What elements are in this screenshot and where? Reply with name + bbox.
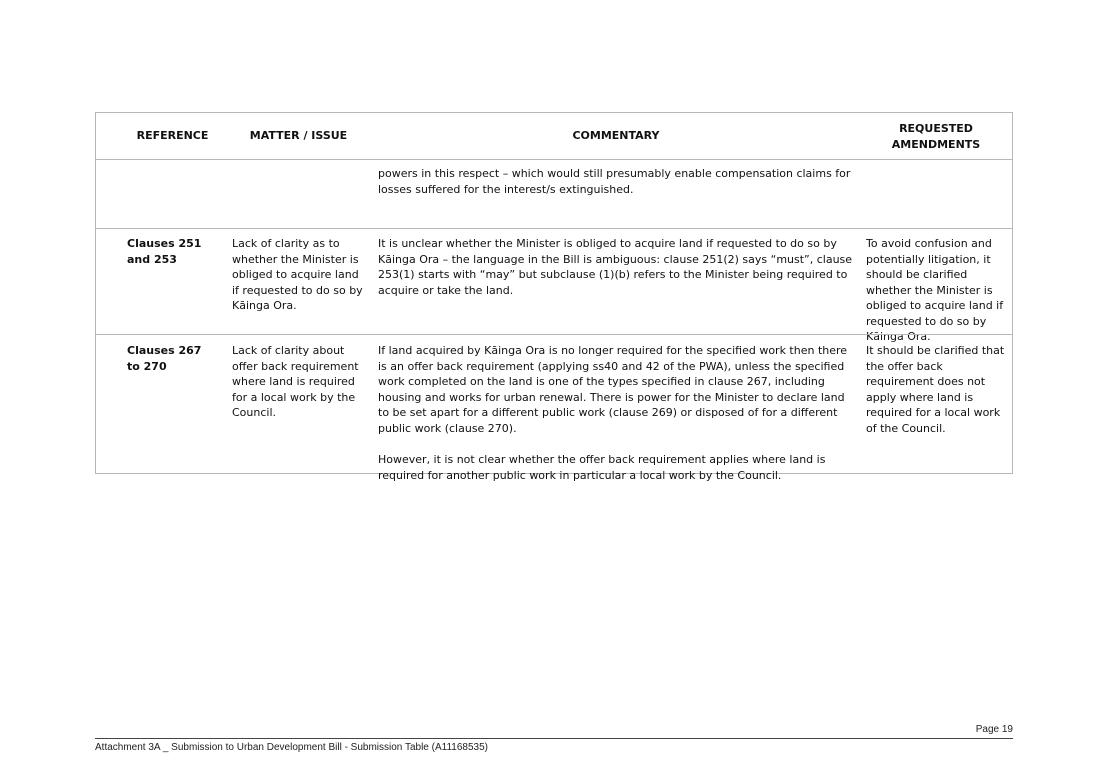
commentary-paragraph: It is unclear whether the Minister is obliged to acquire land if requested to do so by Kāinga Ora – the language in the Bill is ambiguous: clause 251(2) says “must”, clause 253(1) starts with “may” but subclause (1)(b) refers to the Minister being required to acquire or take the land. bbox=[378, 237, 853, 297]
header-matter-issue: MATTER / ISSUE bbox=[249, 129, 348, 142]
submission-table bbox=[95, 112, 1013, 482]
footer-divider bbox=[95, 738, 1013, 739]
row-divider bbox=[96, 334, 1012, 335]
header-commentary: COMMENTARY bbox=[572, 129, 660, 142]
commentary-paragraph: However, it is not clear whether the offer back requirement applies where land is required for another public work in particular a local work by the Council. bbox=[378, 453, 826, 482]
commentary-cell bbox=[378, 166, 858, 197]
header-requested-amendments: REQUESTED AMENDMENTS bbox=[891, 122, 981, 151]
requested-cell: It should be clarified that the offer back requirement does not apply where land is required for a local work of the Council. bbox=[866, 344, 1005, 435]
reference-cell: Clauses 267 to 270 bbox=[127, 344, 202, 373]
footer-caption: Attachment 3A _ Submission to Urban Development Bill - Submission Table (A11168535) bbox=[95, 742, 488, 753]
matter-cell: Lack of clarity about offer back requirement where land is required for a local work by the Council. bbox=[232, 344, 359, 419]
commentary-cell bbox=[378, 343, 858, 483]
commentary-cell bbox=[378, 236, 858, 298]
header-reference: REFERENCE bbox=[136, 129, 209, 142]
table-header-row bbox=[96, 113, 1012, 160]
page-number: Page 19 bbox=[975, 724, 1013, 735]
reference-cell: Clauses 251 and 253 bbox=[127, 237, 202, 266]
commentary-paragraph: If land acquired by Kāinga Ora is no longer required for the specified work then there is an offer back requirement (applying ss40 and 42 of the PWA), unless the specified work completed on the land is one of the types specified in clause 267, including housing and works for urban renewal. There is power for the Minister to declare land to be set apart for a different public work (clause 269) or disposed of for a different public work (clause 270). bbox=[378, 344, 848, 435]
row-divider bbox=[96, 228, 1012, 229]
matter-cell: Lack of clarity as to whether the Minister is obliged to acquire land if requested to do so by Kāinga Ora. bbox=[232, 237, 363, 312]
requested-cell: To avoid confusion and potentially litigation, it should be clarified whether the Minister is obliged to acquire land if requested to do so by Kāinga Ora. bbox=[866, 237, 1004, 343]
commentary-paragraph: powers in this respect – which would still presumably enable compensation claims for losses suffered for the interest/s extinguished. bbox=[378, 167, 851, 196]
